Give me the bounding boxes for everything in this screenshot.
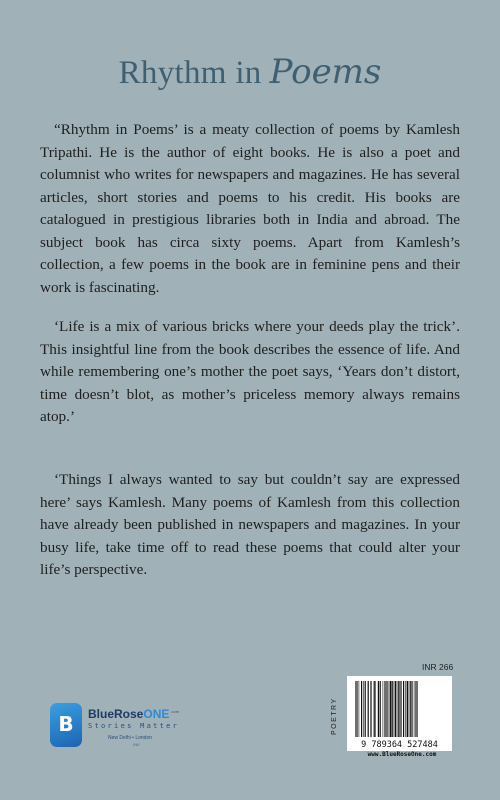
blurb-paragraph-2: ‘Life is a mix of various bricks where your deeds play the trick’. This insightful line from the book describes the essence of life. And while remembering one’s mother the poet says, ‘Years don’t distort, time doesn’t blot, as mother’s priceless memory always remains atop.’ [40, 318, 460, 425]
barcode-bar [361, 681, 362, 737]
logo-letter: B [58, 712, 74, 736]
barcode-bar [378, 681, 379, 737]
blurb-paragraph-1: “Rhythm in Poems’ is a meaty collection of poems by Kamlesh Tripathi. He is the author of eight books. He is also a poet and columnist who writes for newspapers and magazines. He has several articles, short stories and poems to his credit. His books are catalogued in prestigious libraries both in India and abroad. The subject book has circa sixty poems. Apart from Kamlesh’s collection, a few poems in the book are in feminine pens and their work is fascinating. [40, 121, 460, 296]
barcode-bar [386, 681, 387, 737]
isbn-barcode [347, 676, 452, 751]
publisher-tagline: Stories Matter [88, 722, 180, 730]
publisher-logo [50, 703, 250, 749]
isbn-digits: 9 789364 527484 [361, 740, 438, 750]
barcode-bar [390, 681, 392, 737]
barcode-bar [389, 681, 390, 737]
barcode-bar [370, 681, 371, 737]
barcode-bar [398, 681, 399, 737]
blurb-paragraph-3: ‘Things I always wanted to say but couldn’t say are expressed here’ says Kamlesh. Many poems of Kamlesh from this collection have already been published in newspapers and magazines. In your busy life, take time off to read these poems that could alter your life’s perspective. [40, 471, 460, 578]
publisher-name-part1: BlueRose [88, 707, 144, 721]
publisher-locations-sub: .INK [132, 742, 140, 747]
barcode-bar [405, 681, 406, 737]
barcode-bar [357, 681, 358, 737]
barcode-bar [383, 681, 384, 737]
barcode-bar [407, 681, 409, 737]
barcode-bar [380, 681, 381, 737]
barcode-bar [399, 681, 400, 737]
publisher-logo-mark [50, 703, 82, 747]
barcode-bar [416, 681, 417, 737]
barcode-bar [356, 681, 357, 737]
barcode-bar [371, 681, 372, 737]
barcode-bar [368, 681, 369, 737]
publisher-website: www.BlueRoseOne.com [367, 751, 437, 758]
barcode-bar [411, 681, 412, 737]
price-label: INR 266 [422, 662, 454, 672]
barcode-bar [392, 681, 393, 737]
barcode-bar [387, 681, 388, 737]
publisher-name [88, 707, 179, 721]
barcode-bar [415, 681, 416, 737]
barcode-bar [374, 681, 375, 737]
barcode-bar [410, 681, 411, 737]
barcode-graphic [347, 676, 452, 751]
barcode-bar [375, 681, 376, 737]
barcode-bar [395, 681, 397, 737]
publisher-name-suffix: .com [170, 709, 180, 714]
barcode-bar [417, 681, 418, 737]
publisher-locations: New Delhi • London [108, 735, 152, 741]
book-title [0, 52, 500, 92]
publisher-name-part2: ONE [143, 707, 170, 721]
barcode-bar [414, 681, 415, 737]
barcode-bar [359, 681, 360, 737]
barcode-bar [401, 681, 402, 737]
barcode-bar [363, 681, 364, 737]
barcode-bar [355, 681, 356, 737]
title-serif-part: Rhythm in [118, 55, 262, 91]
barcode-bar [403, 681, 404, 737]
title-script-part: Poems [269, 52, 382, 92]
barcode-bar [365, 681, 366, 737]
barcode-bar [384, 681, 385, 737]
genre-label: POETRY [331, 697, 338, 735]
